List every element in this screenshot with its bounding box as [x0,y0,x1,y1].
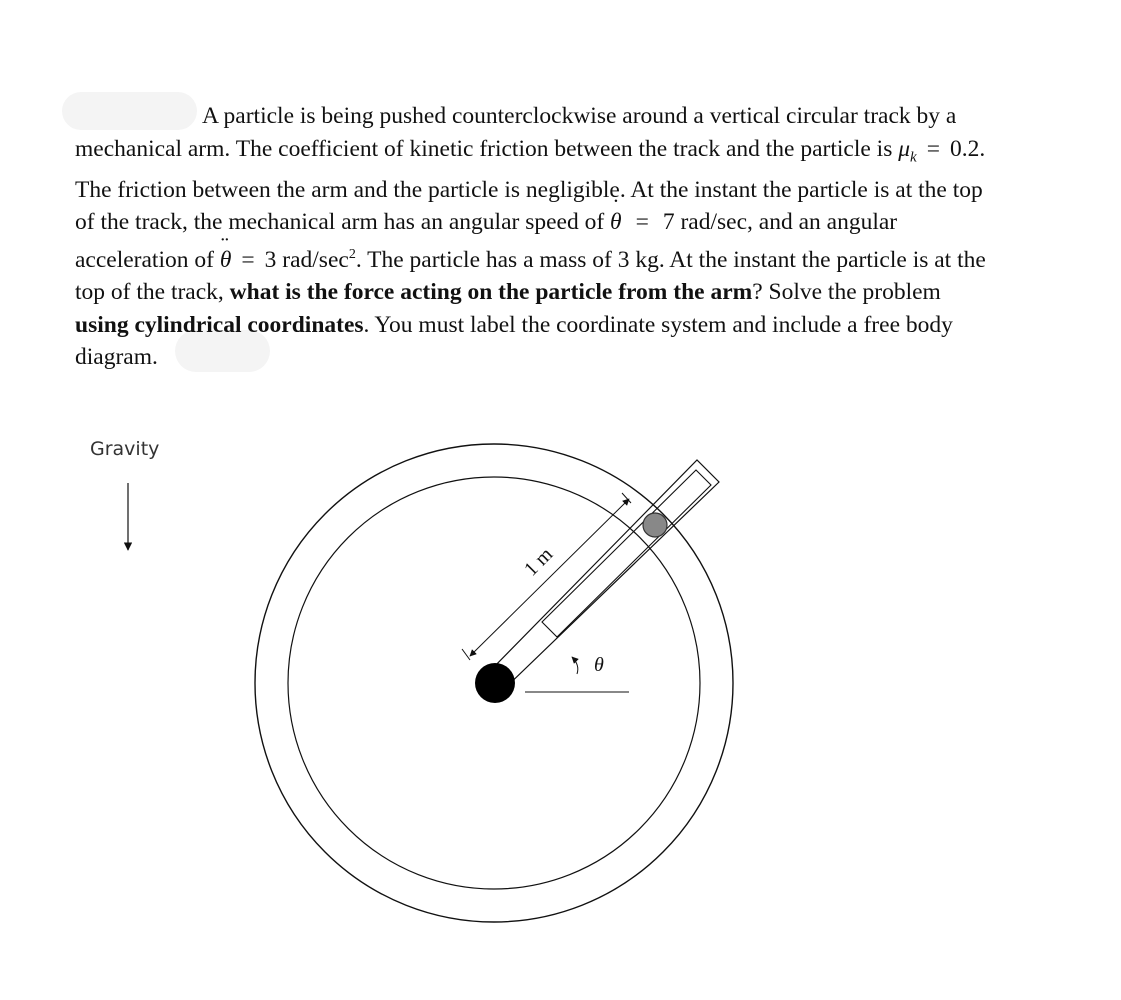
problem-line-1: A particle is being pushed counterclockwise around a vertical circular track by a [202,103,957,129]
equals-sign-3: = [241,246,255,273]
angle-arc [572,657,578,674]
problem-line-4-post: 7 rad/sec, and an angular [662,209,898,236]
equals-sign-2: = [635,209,649,236]
particle [643,513,667,537]
problem-line-5-post: . The particle has a mass of 3 kg. At the instant the particle is at the [355,246,986,273]
problem-line-6-bold: what is the force acting on the particle from the arm [229,279,753,306]
equals-sign: = [926,135,940,162]
angle-label: θ [594,654,604,676]
theta-ddot-symbol: ¨ θ [220,244,232,277]
length-label: 1 m [519,543,558,581]
problem-line-7-bold: using cylindrical coordinates [75,311,364,338]
problem-line-3: The friction between the arm and the particle is negligible. At the instant the particle is at the top [75,176,983,203]
gravity-label: Gravity [90,438,160,460]
problem-line-5-pre: acceleration of [75,246,214,273]
dimension-tick-end [462,649,470,660]
problem-line-2-text: mechanical arm. The coefficient of kinetic friction between the track and the particle is [75,135,893,162]
problem-line-7-post: . You must label the coordinate system and include a free body [363,311,953,338]
dimension-line [470,499,629,656]
problem-line-6-post: ? Solve the problem [752,279,941,306]
mu-subscript: k [910,149,917,166]
problem-line-6-pre: top of the track, [75,279,224,306]
problem-line-5-sup: 2 [348,246,356,262]
problem-line-5-mid: 3 rad/sec [264,246,349,273]
mechanical-arm [489,460,719,694]
mu-symbol: μ [898,135,911,162]
pivot-hub [475,663,515,703]
mu-value: 0.2. [949,135,986,162]
problem-line-4-pre: of the track, the mechanical arm has an angular speed of [75,209,605,236]
problem-line-8: diagram. [75,344,158,371]
arm-slot [542,470,711,637]
theta-dot-symbol: ˙ θ [610,206,622,239]
